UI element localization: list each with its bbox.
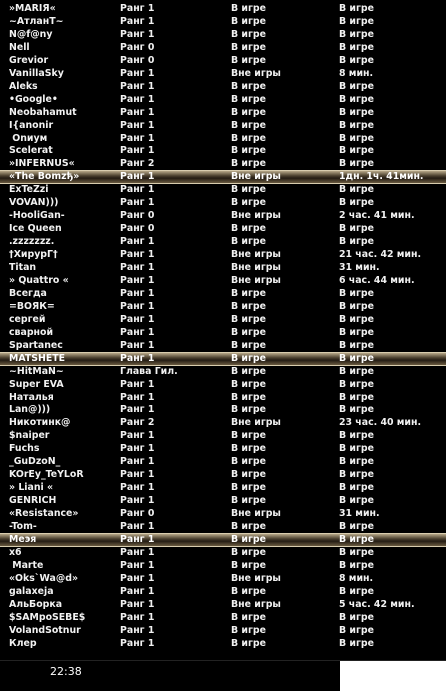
roster-row[interactable] [0, 455, 446, 468]
roster-row[interactable] [0, 28, 446, 41]
member-status: В игре [231, 54, 266, 66]
member-rank: Ранг 1 [120, 585, 155, 597]
clock: 22:38 [50, 665, 82, 678]
member-status: В игре [231, 469, 266, 481]
member-name: Scelerat [9, 145, 53, 157]
roster-row[interactable] [0, 598, 446, 611]
roster-row[interactable] [0, 144, 446, 157]
member-name: .zzzzzzz. [9, 236, 55, 248]
member-last-seen: 8 мин. [339, 572, 374, 584]
member-name: ExTeZzi [9, 184, 49, 196]
member-name: »INFERNUS« [9, 158, 75, 170]
roster-row[interactable] [0, 416, 446, 429]
member-rank: Ранг 1 [120, 274, 155, 286]
member-status: Вне игры [231, 67, 281, 79]
member-status: В игре [231, 184, 266, 196]
member-name: =ВОЯК= [9, 300, 55, 312]
member-name: Spartanec [9, 339, 63, 351]
member-last-seen: В игре [339, 15, 374, 27]
member-rank: Ранг 0 [120, 223, 155, 235]
member-status: Вне игры [231, 417, 281, 429]
member-rank: Ранг 1 [120, 482, 155, 494]
member-status: В игре [231, 430, 266, 442]
roster-row[interactable] [0, 637, 446, 650]
member-last-seen: В игре [339, 326, 374, 338]
roster-row[interactable] [0, 442, 446, 455]
member-rank: Ранг 1 [120, 313, 155, 325]
member-last-seen: 31 мин. [339, 262, 380, 273]
member-rank: Ранг 1 [120, 171, 155, 183]
member-name: Меэя [9, 533, 37, 545]
member-last-seen: В игре [339, 236, 374, 248]
roster-row[interactable] [0, 80, 446, 93]
member-status: В игре [231, 352, 266, 364]
member-last-seen: В игре [339, 637, 374, 649]
roster-row-selected[interactable] [0, 533, 446, 547]
member-name: Aleks [9, 80, 38, 92]
member-rank: Ранг 0 [120, 508, 155, 520]
member-last-seen: В игре [339, 28, 374, 40]
roster-row[interactable] [0, 365, 446, 378]
member-status: В игре [231, 326, 266, 338]
member-status: В игре [231, 391, 266, 403]
member-status: В игре [231, 637, 266, 649]
member-rank: Ранг 1 [120, 624, 155, 636]
member-status: В игре [231, 443, 266, 455]
member-name: Nell [9, 41, 30, 53]
member-name: «The Bomzђ» [9, 171, 80, 183]
member-last-seen: В игре [339, 456, 374, 468]
member-rank: Ранг 1 [120, 611, 155, 623]
member-status: В игре [231, 223, 266, 235]
member-rank: Ранг 1 [120, 391, 155, 403]
member-name: Fuchs [9, 443, 40, 455]
roster-row[interactable] [0, 157, 446, 170]
member-rank: Ранг 1 [120, 598, 155, 610]
member-last-seen: В игре [339, 119, 374, 131]
roster-row[interactable] [0, 300, 446, 313]
member-status: В игре [231, 28, 266, 40]
member-name: Grevior [9, 54, 49, 66]
member-status: В игре [231, 106, 266, 118]
member-name: GENRICH [9, 495, 57, 507]
member-name: сергей [9, 313, 46, 325]
member-name: VanillaSky [9, 67, 64, 79]
member-rank: Ранг 1 [120, 287, 155, 299]
member-last-seen: В игре [339, 313, 374, 325]
member-status: В игре [231, 300, 266, 312]
roster-row[interactable] [0, 248, 446, 261]
roster-row-selected[interactable] [0, 170, 446, 184]
roster-row[interactable] [0, 67, 446, 80]
roster-row[interactable] [0, 209, 446, 222]
member-last-seen: 31 мин. [339, 508, 380, 520]
member-status: Вне игры [231, 274, 281, 286]
member-name: MATSHETE [9, 352, 66, 364]
roster-row[interactable] [0, 41, 446, 54]
member-rank: Ранг 1 [120, 326, 155, 338]
member-name: VolandSotnur [9, 624, 81, 636]
member-rank: Ранг 1 [120, 559, 155, 571]
member-rank: Ранг 1 [120, 378, 155, 390]
member-last-seen: В игре [339, 443, 374, 455]
member-last-seen: 5 час. 42 мин. [339, 598, 415, 610]
member-last-seen: В игре [339, 223, 374, 235]
member-status: В игре [231, 585, 266, 597]
member-status: В игре [231, 611, 266, 623]
member-name: Клер [9, 637, 37, 649]
member-status: В игре [231, 119, 266, 131]
roster-row[interactable] [0, 54, 446, 67]
member-status: В игре [231, 93, 266, 105]
roster-row[interactable] [0, 339, 446, 352]
member-status: В игре [231, 132, 266, 144]
member-name: Всегда [9, 287, 47, 299]
member-rank: Ранг 1 [120, 572, 155, 584]
roster-row[interactable] [0, 403, 446, 416]
roster-row[interactable] [0, 106, 446, 119]
member-last-seen: 8 мин. [339, 67, 374, 79]
member-status: В игре [231, 533, 266, 545]
status-bar [0, 660, 446, 691]
member-name: Наталья [9, 391, 54, 403]
member-rank: Ранг 1 [120, 469, 155, 481]
member-rank: Ранг 1 [120, 404, 155, 416]
member-status: Вне игры [231, 508, 281, 520]
member-name: Titan [9, 262, 37, 273]
member-rank: Ранг 1 [120, 262, 155, 273]
member-rank: Ранг 1 [120, 300, 155, 312]
member-status: В игре [231, 495, 266, 507]
member-name: «Resistance» [9, 508, 79, 520]
member-last-seen: В игре [339, 365, 374, 377]
member-last-seen: В игре [339, 352, 374, 364]
member-rank: Ранг 1 [120, 28, 155, 40]
member-status: В игре [231, 15, 266, 27]
member-last-seen: В игре [339, 145, 374, 157]
member-name: _GuDzoN_ [9, 456, 61, 468]
member-status: В игре [231, 236, 266, 248]
member-last-seen: В игре [339, 41, 374, 53]
roster-row[interactable] [0, 481, 446, 494]
member-last-seen: 2 час. 41 мин. [339, 210, 415, 222]
member-status: В игре [231, 3, 266, 14]
roster-row[interactable] [0, 2, 446, 15]
member-last-seen: 23 час. 40 мин. [339, 417, 422, 429]
member-last-seen: В игре [339, 611, 374, 623]
member-last-seen: 21 час. 42 мин. [339, 249, 422, 261]
member-rank: Ранг 1 [120, 93, 155, 105]
member-rank: Ранг 1 [120, 67, 155, 79]
member-last-seen: В игре [339, 533, 374, 545]
roster-row[interactable] [0, 313, 446, 326]
roster-row[interactable] [0, 559, 446, 572]
roster-row[interactable] [0, 261, 446, 274]
member-rank: Ранг 1 [120, 249, 155, 261]
member-last-seen: В игре [339, 158, 374, 170]
member-name: » Quattro « [9, 274, 69, 286]
member-status: В игре [231, 482, 266, 494]
member-name: -Tom- [9, 521, 37, 532]
member-name: Neobahamut [9, 106, 77, 118]
member-rank: Ранг 0 [120, 210, 155, 222]
member-name: galaxeja [9, 585, 54, 597]
member-name: I{anonir [9, 119, 54, 131]
member-name: «Oks`Wa@d» [9, 572, 79, 584]
member-rank: Ранг 1 [120, 119, 155, 131]
member-last-seen: В игре [339, 54, 374, 66]
member-name: x6 [9, 546, 22, 558]
member-rank: Ранг 1 [120, 430, 155, 442]
roster-row[interactable] [0, 391, 446, 404]
member-status: В игре [231, 404, 266, 416]
member-rank: Ранг 1 [120, 352, 155, 364]
member-rank: Ранг 1 [120, 495, 155, 507]
member-last-seen: В игре [339, 132, 374, 144]
status-bar-right-panel [340, 661, 446, 691]
member-status: В игре [231, 287, 266, 299]
member-last-seen: В игре [339, 287, 374, 299]
member-status: Вне игры [231, 249, 281, 261]
member-last-seen: 6 час. 44 мин. [339, 274, 415, 286]
roster-row[interactable] [0, 15, 446, 28]
member-last-seen: В игре [339, 378, 374, 390]
member-name: KOrEy_TeYLoR [9, 469, 84, 481]
roster-row[interactable] [0, 572, 446, 585]
member-status: В игре [231, 145, 266, 157]
member-rank: Ранг 1 [120, 184, 155, 196]
member-name: Никотинк@ [9, 417, 71, 429]
roster-row[interactable] [0, 196, 446, 209]
member-rank: Ранг 1 [120, 236, 155, 248]
roster-row[interactable] [0, 611, 446, 624]
member-last-seen: В игре [339, 469, 374, 481]
roster-row[interactable] [0, 624, 446, 637]
member-last-seen: В игре [339, 546, 374, 558]
member-name: •Google• [9, 93, 58, 105]
member-name: $SAMpoSEBE$ [9, 611, 86, 623]
member-rank: Ранг 1 [120, 132, 155, 144]
member-last-seen: В игре [339, 3, 374, 14]
member-name: †ХирурГ† [9, 249, 58, 261]
member-status: В игре [231, 546, 266, 558]
member-rank: Ранг 1 [120, 80, 155, 92]
roster-row[interactable] [0, 93, 446, 106]
roster-row-selected[interactable] [0, 352, 446, 366]
member-rank: Глава Гил. [120, 365, 178, 377]
roster-row[interactable] [0, 274, 446, 287]
member-rank: Ранг 1 [120, 106, 155, 118]
member-last-seen: В игре [339, 339, 374, 351]
member-status: В игре [231, 365, 266, 377]
roster-row[interactable] [0, 494, 446, 507]
member-last-seen: В игре [339, 184, 374, 196]
member-name: » Liani « [9, 482, 54, 494]
roster-row[interactable] [0, 585, 446, 598]
roster-row[interactable] [0, 378, 446, 391]
member-last-seen: В игре [339, 521, 374, 532]
member-last-seen: В игре [339, 391, 374, 403]
member-last-seen: В игре [339, 430, 374, 442]
member-name: VOVAN))) [9, 197, 59, 209]
member-last-seen: В игре [339, 495, 374, 507]
member-name: Onиум [9, 132, 48, 144]
roster-row[interactable] [0, 119, 446, 132]
member-last-seen: В игре [339, 106, 374, 118]
roster-row[interactable] [0, 468, 446, 481]
roster-row[interactable] [0, 429, 446, 442]
member-status: В игре [231, 41, 266, 53]
member-name: Marte [9, 559, 44, 571]
member-last-seen: В игре [339, 93, 374, 105]
roster-row[interactable] [0, 520, 446, 533]
member-rank: Ранг 1 [120, 443, 155, 455]
member-last-seen: В игре [339, 624, 374, 636]
member-rank: Ранг 1 [120, 533, 155, 545]
member-rank: Ранг 2 [120, 417, 155, 429]
member-rank: Ранг 2 [120, 158, 155, 170]
member-last-seen: В игре [339, 559, 374, 571]
roster-row[interactable] [0, 222, 446, 235]
member-status: Вне игры [231, 262, 281, 273]
member-name: -HooliGan- [9, 210, 65, 222]
member-rank: Ранг 1 [120, 339, 155, 351]
member-rank: Ранг 1 [120, 637, 155, 649]
member-name: Super EVA [9, 378, 64, 390]
roster-row[interactable] [0, 287, 446, 300]
member-name: Lan@))) [9, 404, 51, 416]
member-name: АльБорка [9, 598, 63, 610]
member-last-seen: В игре [339, 404, 374, 416]
member-status: Вне игры [231, 171, 281, 183]
member-rank: Ранг 1 [120, 197, 155, 209]
member-rank: Ранг 1 [120, 3, 155, 14]
member-last-seen: В игре [339, 585, 374, 597]
member-status: В игре [231, 197, 266, 209]
member-status: В игре [231, 378, 266, 390]
member-status: В игре [231, 624, 266, 636]
roster-row[interactable] [0, 546, 446, 559]
member-last-seen: В игре [339, 80, 374, 92]
member-name: Ice Queen [9, 223, 62, 235]
member-status: В игре [231, 521, 266, 532]
member-rank: Ранг 1 [120, 15, 155, 27]
member-rank: Ранг 1 [120, 546, 155, 558]
roster-row[interactable] [0, 132, 446, 145]
member-last-seen: В игре [339, 482, 374, 494]
roster-row[interactable] [0, 235, 446, 248]
member-rank: Ранг 0 [120, 54, 155, 66]
member-name: $naiper [9, 430, 50, 442]
member-rank: Ранг 0 [120, 41, 155, 53]
member-status: В игре [231, 80, 266, 92]
member-status: Вне игры [231, 572, 281, 584]
member-status: В игре [231, 158, 266, 170]
roster-row[interactable] [0, 507, 446, 520]
member-name: N@f@ny [9, 28, 53, 40]
member-status: Вне игры [231, 210, 281, 222]
member-rank: Ранг 1 [120, 521, 155, 532]
member-rank: Ранг 1 [120, 145, 155, 157]
member-status: В игре [231, 313, 266, 325]
member-status: Вне игры [231, 598, 281, 610]
member-name: ~HitMaN~ [9, 365, 64, 377]
roster-row[interactable] [0, 183, 446, 196]
member-name: сварной [9, 326, 54, 338]
member-rank: Ранг 1 [120, 456, 155, 468]
member-status: В игре [231, 339, 266, 351]
member-status: В игре [231, 456, 266, 468]
roster-row[interactable] [0, 326, 446, 339]
member-name: ~АтланТ~ [9, 15, 64, 27]
member-name: »MARIЯ« [9, 3, 56, 14]
member-last-seen: В игре [339, 300, 374, 312]
member-last-seen: В игре [339, 197, 374, 209]
member-last-seen: 1дн. 1ч. 41мин. [339, 171, 424, 183]
member-status: В игре [231, 559, 266, 571]
